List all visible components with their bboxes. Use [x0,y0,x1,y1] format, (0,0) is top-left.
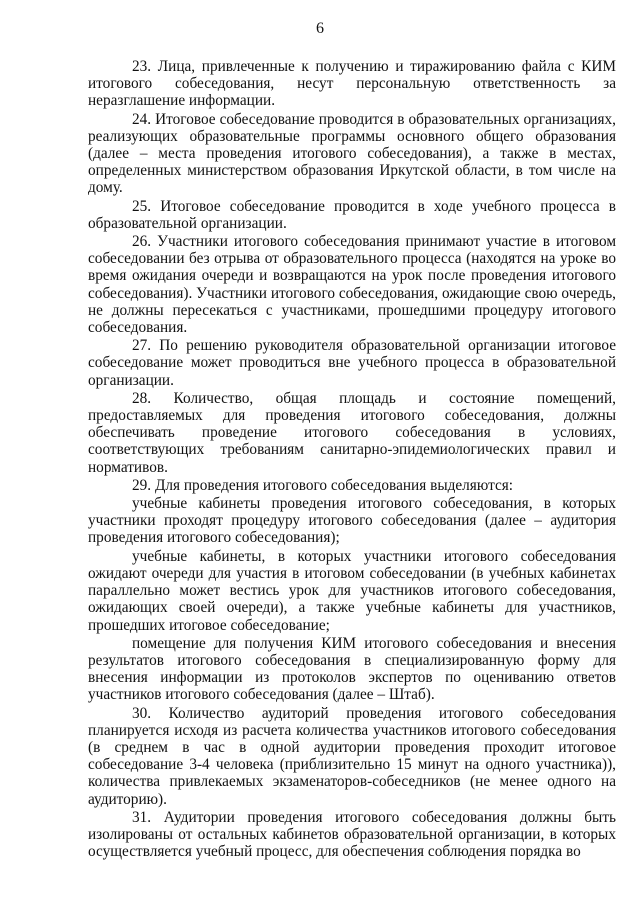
document-body [88,58,616,860]
paragraph-31: 31. Аудитории проведения итогового собеседования должны быть изолированы от остальных кабинетов образовательной организации, в которых осуществляется учебный процесс, для обеспечения соблюдения порядка во [88,808,616,861]
paragraph-25: 25. Итоговое собеседование проводится в ходе учебного процесса в образовательной организации. [88,197,616,232]
paragraph-23: 23. Лица, привлеченные к получению и тиражированию файла с КИМ итогового собеседования, несут персональную ответственность за неразглашение информации. [88,58,616,110]
paragraph-29: 29. Для проведения итогового собеседования выделяются: [132,476,514,494]
paragraph-27: 27. По решению руководителя образовательной организации итоговое собеседование может проводиться вне учебного процесса в образовательной организации. [88,337,616,389]
paragraph-29-item-2: учебные кабинеты, в которых участники итогового собеседования ожидают очереди для участия в итоговом собеседовании (в учебных кабинетах параллельно может вестись урок для участников итогового собеседования, ожидающих своей очереди), а также учебные кабинеты для участников, прошедших итоговое собеседование; [88,547,616,634]
paragraph-29-item-1: учебные кабинеты проведения итогового собеседования, в которых участники проходят процедуру итогового собеседования (далее – аудитория проведения итогового собеседования); [88,495,616,547]
paragraph-28: 28. Количество, общая площадь и состояние помещений, предоставляемых для проведения итогового собеседования, должны обеспечивать проведение итогового собеседования в условиях, соответствующих требованиям санитарно-эпидемиологических правил и нормативов. [88,389,616,476]
page-number: 6 [316,20,324,37]
paragraph-26: 26. Участники итогового собеседования принимают участие в итоговом собеседовании без отрыва от образовательного процесса (находятся на уроке во время ожидания очереди и возвращаются на урок после проведения итогового собеседования). Участники итогового собеседования, ожидающие свою очередь, не должны пересекаться с участниками, прошедшими процедуру итогового собеседования. [88,233,616,337]
paragraph-24: 24. Итоговое собеседование проводится в образовательных организациях, реализующих образовательные программы основного общего образования (далее – места проведения итогового собеседования), а также в местах, определенных министерством образования Иркутской области, в том числе на дому. [88,110,616,197]
paragraph-29-item-3: помещение для получения КИМ итогового собеседования и внесения результатов итогового собеседования в специализированную форму для внесения информации из протоколов экспертов по оцениванию ответов участников итогового собеседования (далее – Штаб). [88,634,616,704]
paragraph-30: 30. Количество аудиторий проведения итогового собеседования планируется исходя из расчета количества участников итогового собеседования (в среднем в час в одной аудитории проведения проходит итоговое собеседование 3-4 человека (приблизительно 15 минут на одного участника)), количества привлекаемых экзаменаторов-собеседников (не менее одного на аудиторию). [88,704,616,808]
